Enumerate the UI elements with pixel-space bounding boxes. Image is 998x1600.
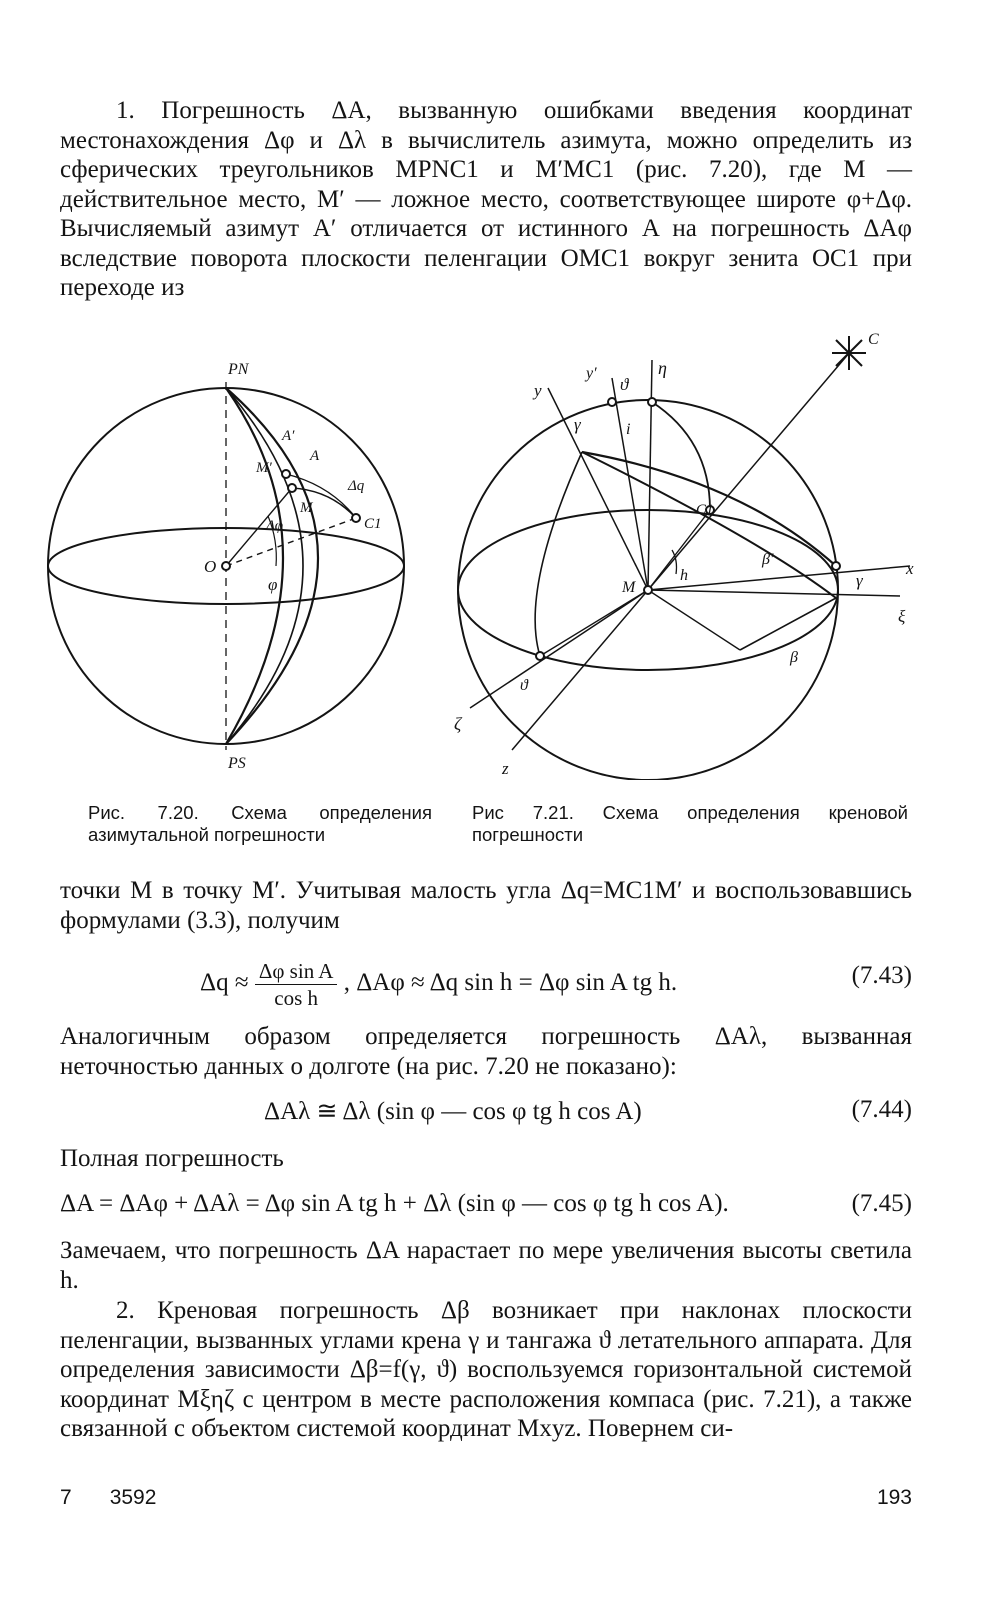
point-mprime xyxy=(282,470,290,478)
eq-7-43-numerator: Δφ sin A xyxy=(255,958,338,985)
figure-7-20 xyxy=(30,350,450,780)
point-top xyxy=(648,398,656,406)
label-mprime: M′ xyxy=(256,460,272,476)
label-x: x xyxy=(906,559,914,578)
line-m-beta xyxy=(648,590,740,650)
eq-7-44-body: ΔAλ ≅ Δλ (sin φ — cos φ tg h cos A) xyxy=(264,1098,642,1125)
caption-fig-7-21: Рис 7.21. Схема определения креновой погрешности xyxy=(472,802,908,845)
point-c1 xyxy=(352,514,360,522)
point-m xyxy=(644,586,652,594)
eq-7-45-body: ΔA = ΔAφ + ΔAλ = Δφ sin A tg h + Δλ (sin φ — cos φ tg h cos A). xyxy=(60,1190,729,1217)
label-dq: Δq xyxy=(348,478,365,494)
label-xi: ξ xyxy=(898,607,906,626)
label-ps: PS xyxy=(228,755,246,772)
point-m xyxy=(288,484,296,492)
point-right xyxy=(832,562,840,570)
paragraph-2: точки M в точку M′. Учитывая малость угла Δq=MC1M′ и воспользовавшись формулами (3.3), получим xyxy=(60,877,912,934)
eq-7-43-fraction xyxy=(255,958,338,1011)
label-gamma2: γ xyxy=(856,571,863,590)
label-theta2: ϑ xyxy=(520,677,528,694)
arc-back-left xyxy=(535,452,582,656)
label-c1: C1 xyxy=(364,516,382,532)
point-left xyxy=(536,652,544,660)
equation-7-44 xyxy=(60,1094,912,1134)
label-m: M xyxy=(300,500,313,516)
eq-7-45-number: (7.45) xyxy=(851,1190,912,1217)
label-i: i xyxy=(626,421,631,438)
label-h: h xyxy=(680,567,688,584)
line-m-left xyxy=(540,590,648,656)
equation-7-43 xyxy=(60,948,912,1008)
page-number: 193 xyxy=(876,1486,912,1509)
label-yprime: y′ xyxy=(586,365,597,382)
label-betaprime: β′ xyxy=(762,551,774,568)
axis-mc xyxy=(648,352,850,590)
label-y: y xyxy=(534,381,542,400)
signature-number: 7 xyxy=(60,1486,72,1509)
eq-7-43-lhs: Δq ≈ xyxy=(200,969,249,997)
label-aprime: A′ xyxy=(282,428,295,444)
axis-xi xyxy=(648,590,900,596)
label-a: A xyxy=(310,448,320,464)
point-o xyxy=(222,562,230,570)
label-c1: C1 xyxy=(696,502,714,518)
axis-eta xyxy=(648,360,652,590)
meridian-c1 xyxy=(226,388,318,744)
eq-7-44-number: (7.44) xyxy=(851,1096,912,1123)
print-code: 3592 xyxy=(109,1486,157,1509)
label-eta: η xyxy=(658,358,667,378)
point-yprime xyxy=(608,398,616,406)
axis-y xyxy=(548,388,648,590)
line-beta-xi xyxy=(740,598,836,650)
equation-7-45 xyxy=(60,1188,912,1228)
label-zeta: ζ xyxy=(454,714,462,734)
label-theta: ϑ xyxy=(620,375,629,394)
label-o: O xyxy=(204,557,217,576)
axis-zeta xyxy=(470,590,648,708)
label-beta: β xyxy=(790,649,798,666)
caption-fig-7-20: Рис. 7.20. Схема определения азимутальной погрешности xyxy=(88,802,432,845)
line-m-c1 xyxy=(648,510,710,590)
label-z: z xyxy=(502,759,509,778)
eq-7-43-body xyxy=(200,958,677,1011)
paragraph-1: 1. Погрешность ΔA, вызванную ошибками введения координат местонахождения Δφ и Δλ в вычислитель азимута, можно определить из сферических треугольников MPNC1 и M′MC1 (рис. 7.20), где M — действительное место, M′ — ложное место, соответствующее широте φ+Δφ. Вычисляемый азимут A′ отличается от истинного A на погрешность ΔAφ вследствие поворота плоскости пеленгации OMC1 вокруг зенита OC1 при переходе из xyxy=(60,97,912,301)
label-pn: PN xyxy=(228,361,249,378)
eq-7-43-number: (7.43) xyxy=(851,962,912,989)
eq-7-43-denominator: cos h xyxy=(274,986,318,1010)
arc-eta-c1 xyxy=(652,402,710,510)
paragraph-6: 2. Креновая погрешность Δβ возникает при наклонах плоскости пеленгации, вызванных углами крена γ и тангажа ϑ летательного аппарата. Для определения зависимости Δβ=f(γ, ϑ) воспользуемся горизонтальной системой координат Mξηζ с центром в месте расположения компаса (рис. 7.21), а также связанной с объектом системой координат Mxyz. Повернем си- xyxy=(60,1297,912,1442)
eq-7-43-rhs: , ΔAφ ≈ Δq sin h = Δφ sin A tg h. xyxy=(343,969,678,997)
label-c: C xyxy=(868,331,879,348)
axis-yprime xyxy=(612,378,648,590)
label-m: M xyxy=(622,579,636,596)
label-phi: φ xyxy=(268,575,278,594)
paragraph-5: Замечаем, что погрешность ΔA нарастает по мере увеличения высоты светила h. xyxy=(60,1237,912,1294)
label-dphi: Δφ xyxy=(266,518,284,534)
meridian-m xyxy=(226,388,283,744)
signature-mark xyxy=(60,1486,194,1510)
label-gamma: γ xyxy=(574,415,581,434)
paragraph-3: Аналогичным образом определяется погрешность ΔAλ, вызванная неточностью данных о долготе (на рис. 7.20 не показано): xyxy=(60,1023,912,1080)
paragraph-4: Полная погрешность xyxy=(60,1145,284,1172)
figure-7-21 xyxy=(440,330,930,780)
